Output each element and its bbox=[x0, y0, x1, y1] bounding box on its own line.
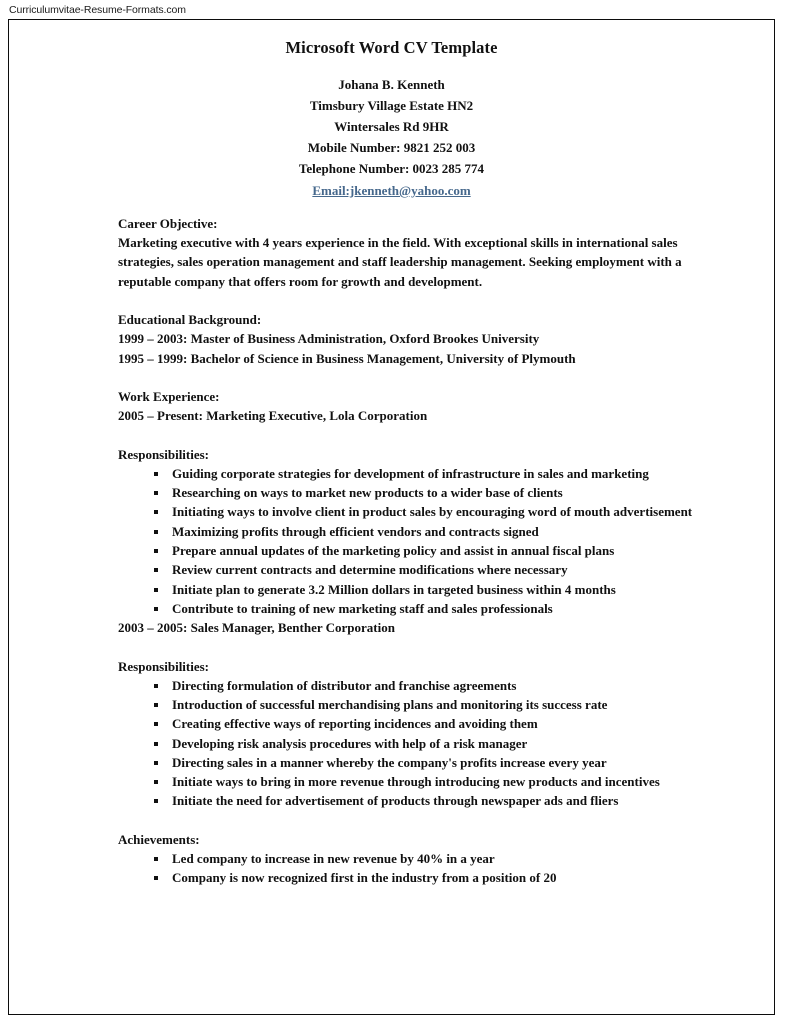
square-bullet-icon bbox=[154, 799, 158, 803]
list-item-text: Prepare annual updates of the marketing policy and assist in annual fiscal plans bbox=[172, 542, 615, 558]
list-item bbox=[118, 849, 714, 868]
job-entry-1: 2005 – Present: Marketing Executive, Lola Corporation bbox=[118, 408, 428, 424]
contact-header bbox=[9, 74, 774, 201]
list-item-text: Contribute to training of new marketing staff and sales professionals bbox=[172, 600, 553, 616]
list-item-text: Initiating ways to involve client in product sales by encouraging word of mouth advertisement bbox=[172, 504, 693, 520]
square-bullet-icon bbox=[154, 530, 158, 534]
spacer bbox=[118, 811, 714, 830]
career-objective-text: Marketing executive with 4 years experience in the field. With exceptional skills in international sales strategies, sales operation management and staff leadership management. Seeking employment with a reputable company that offers room for growth and development. bbox=[118, 234, 682, 289]
list-item-text: Introduction of successful merchandising plans and monitoring its success rate bbox=[172, 696, 608, 712]
education-entry: 1999 – 2003: Master of Business Administration, Oxford Brookes University bbox=[118, 331, 540, 347]
list-item-text: Initiate ways to bring in more revenue through introducing new products and incentives bbox=[172, 774, 660, 790]
section-achievements bbox=[118, 830, 714, 888]
list-item-text: Initiate plan to generate 3.2 Million dollars in targeted business within 4 months bbox=[172, 581, 616, 597]
list-item-text: Directing sales in a manner whereby the company's profits increase every year bbox=[172, 754, 607, 770]
square-bullet-icon bbox=[154, 472, 158, 476]
square-bullet-icon bbox=[154, 780, 158, 784]
square-bullet-icon bbox=[154, 876, 158, 880]
square-bullet-icon bbox=[154, 510, 158, 514]
job-entry-2: 2003 – 2005: Sales Manager, Benther Corporation bbox=[118, 620, 395, 636]
list-item-text: Directing formulation of distributor and franchise agreements bbox=[172, 677, 517, 693]
email-link[interactable]: Email:jkenneth@yahoo.com bbox=[312, 182, 471, 198]
page-title: Microsoft Word CV Template bbox=[285, 38, 498, 57]
square-bullet-icon bbox=[154, 607, 158, 611]
list-item bbox=[118, 772, 714, 791]
square-bullet-icon bbox=[154, 742, 158, 746]
career-objective-heading: Career Objective: bbox=[118, 215, 218, 231]
spacer bbox=[118, 638, 714, 657]
list-item-text: Creating effective ways of reporting incidences and avoiding them bbox=[172, 716, 538, 732]
list-item bbox=[118, 868, 714, 887]
list-item bbox=[118, 753, 714, 772]
address-line-2: Wintersales Rd 9HR bbox=[334, 118, 449, 134]
square-bullet-icon bbox=[154, 568, 158, 572]
list-item-text: Researching on ways to market new products to a wider base of clients bbox=[172, 485, 563, 501]
spacer bbox=[118, 368, 714, 387]
square-bullet-icon bbox=[154, 549, 158, 553]
list-item bbox=[118, 483, 714, 502]
list-item bbox=[118, 464, 714, 483]
list-item-text: Initiate the need for advertisement of products through newspaper ads and fliers bbox=[172, 793, 619, 809]
cv-page bbox=[8, 19, 775, 1015]
address-line-1: Timsbury Village Estate HN2 bbox=[309, 97, 474, 113]
list-item bbox=[118, 714, 714, 733]
list-item bbox=[118, 791, 714, 810]
list-item-text: Company is now recognized first in the industry from a position of 20 bbox=[172, 870, 557, 886]
list-item bbox=[118, 599, 714, 618]
education-entry: 1995 – 1999: Bachelor of Science in Business Management, University of Plymouth bbox=[118, 350, 576, 366]
list-item-text: Developing risk analysis procedures with help of a risk manager bbox=[172, 735, 528, 751]
list-item bbox=[118, 502, 714, 521]
list-item bbox=[118, 522, 714, 541]
section-work-experience bbox=[118, 387, 714, 810]
mobile-number: Mobile Number: 9821 252 003 bbox=[307, 139, 476, 155]
square-bullet-icon bbox=[154, 491, 158, 495]
education-heading: Educational Background: bbox=[118, 312, 262, 328]
section-career-objective bbox=[118, 214, 714, 292]
responsibilities-heading-2: Responsibilities: bbox=[118, 658, 210, 674]
square-bullet-icon bbox=[154, 761, 158, 765]
section-education bbox=[118, 310, 714, 368]
square-bullet-icon bbox=[154, 684, 158, 688]
list-item bbox=[118, 541, 714, 560]
list-item bbox=[118, 734, 714, 753]
spacer bbox=[118, 291, 714, 310]
achievements-heading: Achievements: bbox=[118, 831, 200, 847]
cv-body bbox=[9, 214, 774, 888]
square-bullet-icon bbox=[154, 722, 158, 726]
responsibilities-heading-1: Responsibilities: bbox=[118, 446, 210, 462]
responsibilities-list-1 bbox=[118, 464, 714, 618]
list-item bbox=[118, 695, 714, 714]
list-item bbox=[118, 580, 714, 599]
list-item-text: Led company to increase in new revenue by 40% in a year bbox=[172, 850, 495, 866]
square-bullet-icon bbox=[154, 703, 158, 707]
list-item-text: Guiding corporate strategies for development of infrastructure in sales and marketing bbox=[172, 465, 649, 481]
list-item-text: Maximizing profits through efficient vendors and contracts signed bbox=[172, 523, 539, 539]
square-bullet-icon bbox=[154, 857, 158, 861]
cv-page-content bbox=[9, 20, 774, 1014]
list-item bbox=[118, 560, 714, 579]
square-bullet-icon bbox=[154, 588, 158, 592]
watermark-bar bbox=[0, 0, 792, 20]
watermark-site-label: Curriculumvitae-Resume-Formats.com bbox=[9, 3, 186, 16]
candidate-name: Johana B. Kenneth bbox=[338, 76, 445, 92]
list-item bbox=[118, 676, 714, 695]
list-item-text: Review current contracts and determine modifications where necessary bbox=[172, 562, 568, 578]
work-experience-heading: Work Experience: bbox=[118, 389, 220, 405]
telephone-number: Telephone Number: 0023 285 774 bbox=[298, 160, 485, 176]
achievements-list bbox=[118, 849, 714, 888]
responsibilities-list-2 bbox=[118, 676, 714, 811]
spacer bbox=[118, 426, 714, 445]
